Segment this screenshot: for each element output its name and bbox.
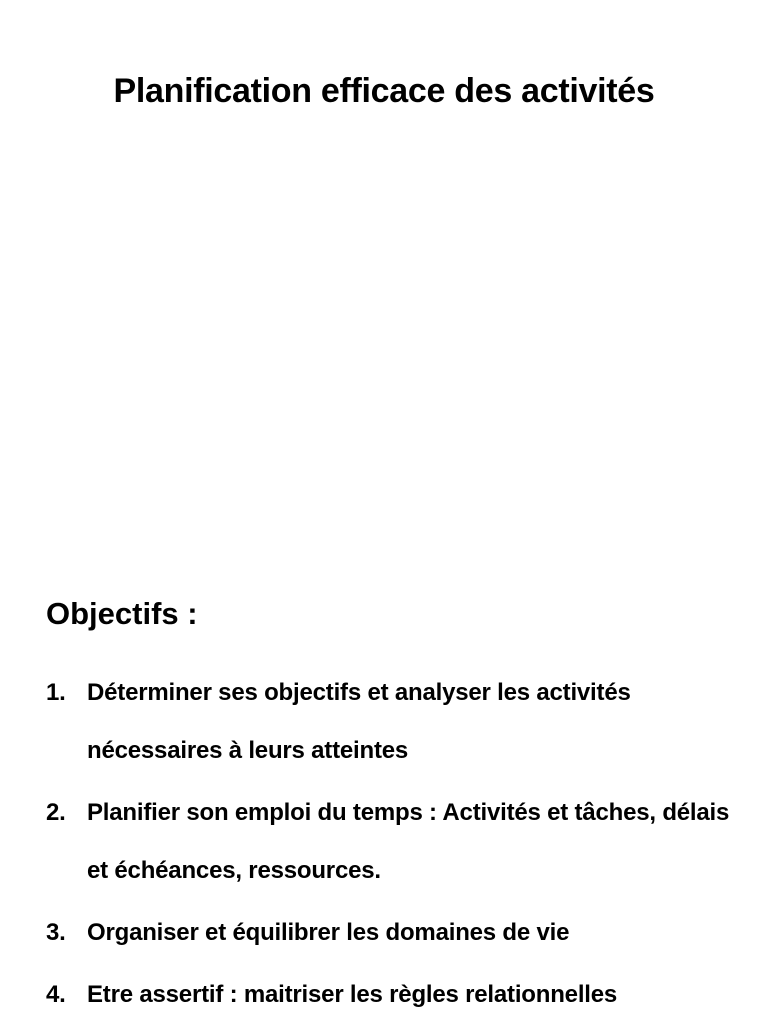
objective-text: Déterminer ses objectifs et analyser les activités nécessaires à leurs atteintes — [87, 679, 631, 764]
objective-text: Planifier son emploi du temps : Activités et tâches, délais et échéances, ressources. — [87, 799, 730, 884]
objectives-list — [46, 664, 746, 1028]
objective-item — [46, 784, 746, 900]
objective-item — [46, 966, 746, 1024]
objective-item — [46, 664, 746, 780]
slide-title: Planification efficace des activités — [113, 72, 655, 110]
objective-number: 1. — [46, 679, 66, 706]
objective-number: 3. — [46, 919, 66, 946]
objective-number: 2. — [46, 799, 66, 826]
objective-text: Etre assertif : maitriser les règles relationnelles — [87, 981, 618, 1008]
objective-text: Organiser et équilibrer les domaines de vie — [87, 919, 570, 946]
objective-number: 4. — [46, 981, 66, 1008]
objectives-heading: Objectifs : — [46, 596, 198, 631]
objective-item — [46, 904, 746, 962]
